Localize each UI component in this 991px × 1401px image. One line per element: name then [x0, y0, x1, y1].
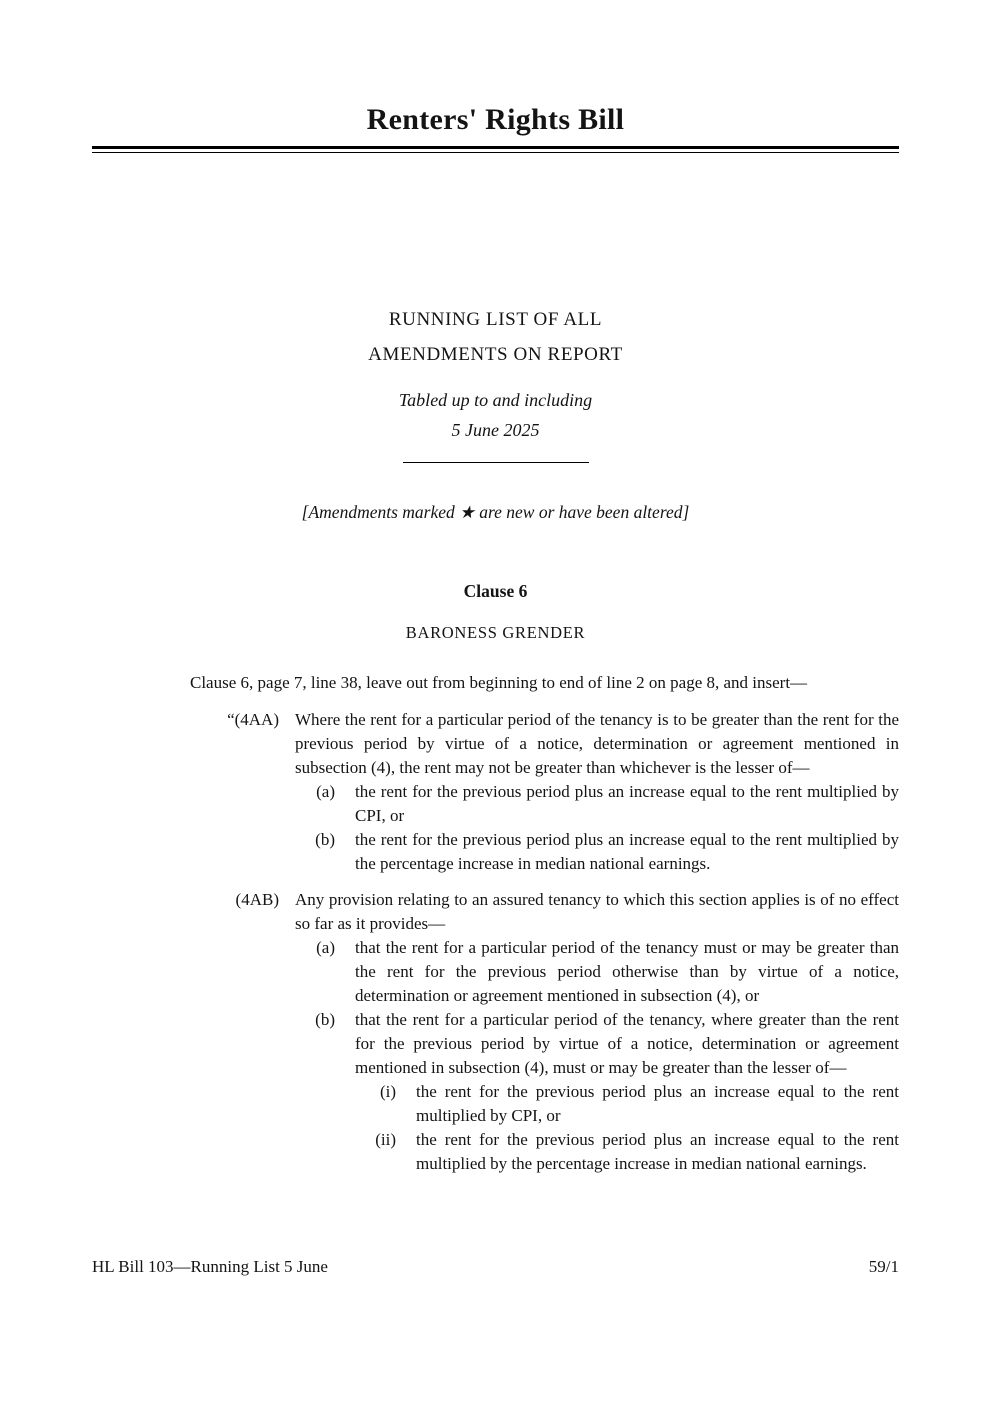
subparagraph-4AB-b-i — [92, 1080, 899, 1128]
subparagraph-4AB-b-ii — [92, 1128, 899, 1176]
amendments-marked-note: [Amendments marked ★ are new or have been altered] — [301, 502, 690, 522]
paragraph-4AA-b — [92, 828, 899, 876]
subsection-4AA-label: “(4AA) — [227, 710, 279, 729]
subsection-4AB — [92, 888, 899, 936]
clause-heading: Clause 6 — [463, 581, 528, 601]
paragraph-4AB-b — [92, 1008, 899, 1080]
running-list-heading-line1: RUNNING LIST OF ALL — [388, 309, 603, 330]
subsection-4AA — [92, 708, 899, 780]
paragraph-4AB-b-label: (b) — [315, 1010, 335, 1029]
paragraph-4AB-a — [92, 936, 899, 1008]
footer-bill-reference: HL Bill 103—Running List 5 June — [92, 1257, 328, 1276]
paragraph-4AA-a — [92, 780, 899, 828]
paragraph-4AB-b-text: that the rent for a particular period of the tenancy, where greater than the rent for the previous period by virtue of a notice, determination or agreement mentioned in subsection (4), must or may be greater than the lesser of— — [355, 1010, 899, 1077]
paragraph-4AA-b-text: the rent for the previous period plus an increase equal to the rent multiplied by the percentage increase in median national earnings. — [355, 830, 899, 873]
page-footer — [92, 1256, 899, 1278]
subparagraph-4AB-b-i-label: (i) — [379, 1082, 396, 1101]
subsection-4AA-text: Where the rent for a particular period of the tenancy is to be greater than the rent for the previous period by virtue of a notice, determination or agreement mentioned in subsection (4), the rent may not be greater than whichever is the lesser of— — [295, 710, 899, 777]
section-divider-rule — [403, 462, 589, 463]
paragraph-4AA-b-label: (b) — [315, 830, 335, 849]
subsection-4AB-text: Any provision relating to an assured tenancy to which this section applies is of no effect so far as it provides— — [295, 890, 899, 933]
subparagraph-4AB-b-i-text: the rent for the previous period plus an increase equal to the rent multiplied by CPI, or — [416, 1082, 899, 1125]
amendment-instruction: Clause 6, page 7, line 38, leave out from beginning to end of line 2 on page 8, and insert— — [190, 673, 808, 692]
subparagraph-4AB-b-ii-text: the rent for the previous period plus an increase equal to the rent multiplied by the percentage increase in median national earnings. — [416, 1130, 899, 1173]
subparagraph-4AB-b-ii-label: (ii) — [375, 1130, 396, 1149]
paragraph-4AB-a-text: that the rent for a particular period of the tenancy must or may be greater than the rent for the previous period otherwise than by virtue of a notice, determination or agreement mentioned in subsection (4), or — [355, 938, 899, 1005]
paragraph-4AA-a-label: (a) — [316, 782, 335, 801]
paragraph-4AB-a-label: (a) — [316, 938, 335, 957]
tabled-up-to-line: Tabled up to and including — [398, 390, 593, 410]
subsection-4AB-label: (4AB) — [235, 890, 279, 909]
running-list-heading-line2: AMENDMENTS ON REPORT — [368, 344, 623, 365]
page-content — [92, 0, 899, 1176]
amendment-body — [92, 708, 899, 1176]
bill-title: Renters' Rights Bill — [366, 103, 625, 136]
title-double-rule — [92, 146, 899, 153]
footer-page-number: 59/1 — [868, 1257, 899, 1276]
paragraph-4AA-a-text: the rent for the previous period plus an increase equal to the rent multiplied by CPI, or — [355, 782, 899, 825]
tabled-date: 5 June 2025 — [451, 420, 540, 440]
mover-name: BARONESS GRENDER — [405, 623, 586, 642]
